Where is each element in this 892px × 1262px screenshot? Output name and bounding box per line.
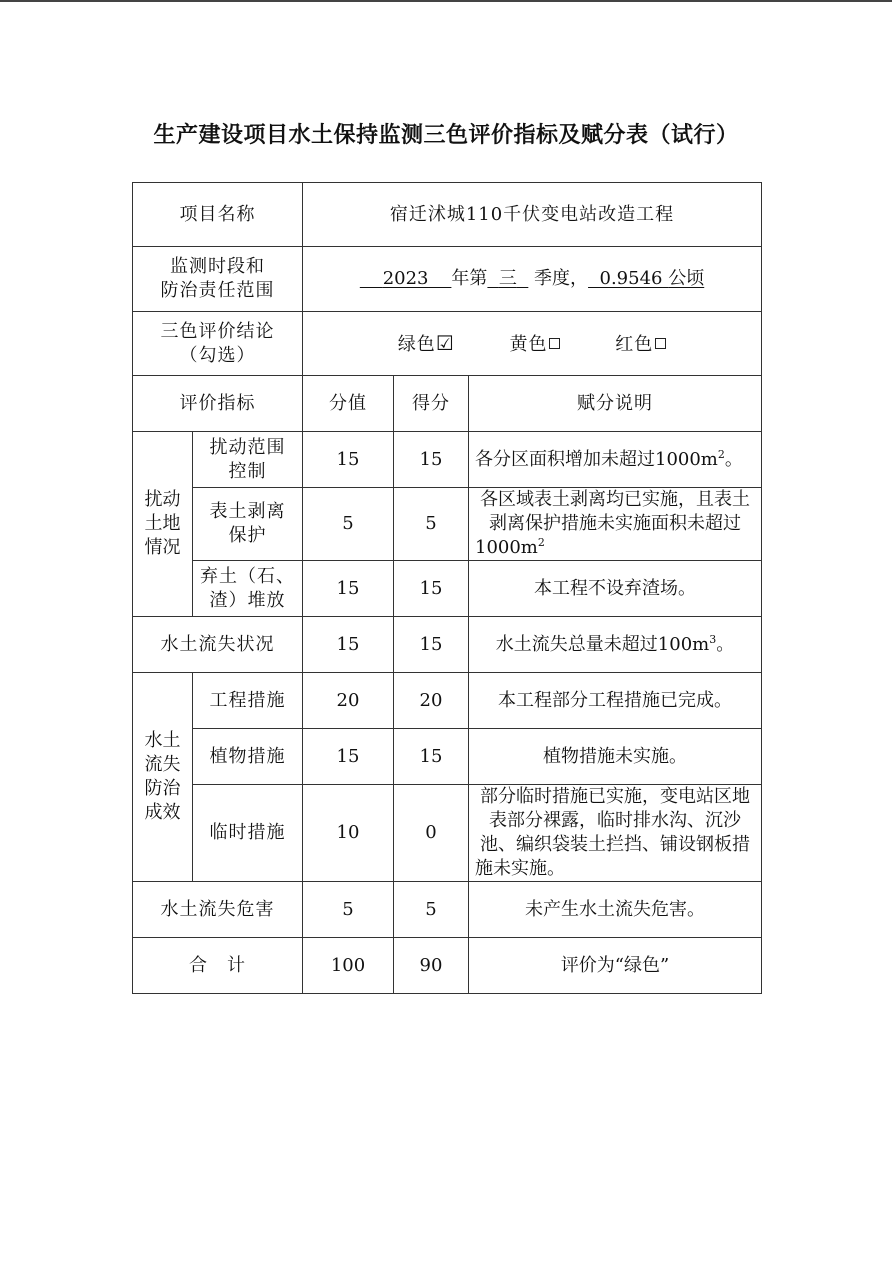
option-yellow-label: 黄色 <box>509 333 548 355</box>
period-area-unit: 公顷 <box>668 268 705 289</box>
row-name <box>193 561 303 617</box>
table-row <box>133 729 762 785</box>
header-score-value: 分值 <box>303 376 394 432</box>
period-year <box>360 268 452 289</box>
table-row <box>133 561 762 617</box>
table-row <box>133 488 762 561</box>
empty-checkbox-icon <box>549 338 560 349</box>
period-quarter-value: 三 <box>498 268 517 289</box>
group-control-line1: 水土 <box>144 730 181 751</box>
group-control-label <box>133 673 193 882</box>
row-desc <box>469 432 762 488</box>
row-name-line2: 保护 <box>228 525 267 546</box>
row-score: 15 <box>394 561 469 617</box>
checked-box-icon: ☑ <box>435 330 455 355</box>
total-desc: 评价为“绿色” <box>469 938 762 994</box>
row-score: 15 <box>394 432 469 488</box>
row-name-line1: 弃土（石、 <box>200 565 295 587</box>
period-label-line2: 防治责任范围 <box>160 280 275 301</box>
row-value: 15 <box>303 617 394 673</box>
project-label: 项目名称 <box>133 183 303 247</box>
row-desc: 本工程不设弃渣场。 <box>469 561 762 617</box>
project-row <box>133 183 762 247</box>
row-score: 20 <box>394 673 469 729</box>
total-score: 90 <box>394 938 469 994</box>
row-score: 15 <box>394 617 469 673</box>
row-desc-sup: 2 <box>717 447 725 461</box>
row-desc: 未产生水土流失危害。 <box>469 882 762 938</box>
header-row <box>133 376 762 432</box>
option-green-label: 绿色 <box>397 333 436 355</box>
row-value: 5 <box>303 882 394 938</box>
row-name: 临时措施 <box>193 785 303 882</box>
table-row <box>133 673 762 729</box>
option-green[interactable] <box>397 330 455 355</box>
row-value: 10 <box>303 785 394 882</box>
row-name-line2: 控制 <box>228 460 267 482</box>
header-score-got: 得分 <box>394 376 469 432</box>
group-disturb-label <box>133 432 193 617</box>
group-control-line4: 成效 <box>144 802 181 823</box>
row-value: 20 <box>303 673 394 729</box>
period-area-value: 0.9546 <box>599 268 663 289</box>
conclusion-label <box>133 312 303 376</box>
period-label-line1: 监测时段和 <box>170 256 265 277</box>
row-desc <box>469 617 762 673</box>
table-row <box>133 882 762 938</box>
row-score: 5 <box>394 488 469 561</box>
empty-checkbox-icon <box>655 338 666 349</box>
period-area <box>588 268 704 289</box>
row-score: 0 <box>394 785 469 882</box>
header-indicator: 评价指标 <box>133 376 303 432</box>
group-disturb-line1: 扰动 <box>144 489 181 510</box>
period-year-value: 2023 <box>382 268 429 289</box>
conclusion-label-line1: 三色评价结论 <box>160 320 275 342</box>
evaluation-table <box>132 182 762 994</box>
row-desc: 本工程部分工程措施已完成。 <box>469 673 762 729</box>
row-name-line1: 表土剥离 <box>209 501 286 522</box>
row-value: 15 <box>303 561 394 617</box>
row-desc: 部分临时措施已实施，变电站区地表部分裸露，临时排水沟、沉沙池、编织袋装土拦挡、铺设钢板措施未实施。 <box>469 785 762 882</box>
row-name: 水土流失状况 <box>133 617 303 673</box>
table-row <box>133 617 762 673</box>
period-row <box>133 247 762 312</box>
group-disturb-line3: 情况 <box>144 537 181 558</box>
table-row <box>133 432 762 488</box>
period-quarter-suffix: 季度， <box>534 268 589 289</box>
total-label: 合 计 <box>133 938 303 994</box>
row-score: 5 <box>394 882 469 938</box>
period-label <box>133 247 303 312</box>
option-red[interactable] <box>615 334 666 355</box>
row-name <box>193 488 303 561</box>
row-desc-post: 。 <box>716 633 735 655</box>
row-value: 5 <box>303 488 394 561</box>
row-value: 15 <box>303 729 394 785</box>
conclusion-row <box>133 312 762 376</box>
row-desc-post: 。 <box>724 448 743 470</box>
option-yellow[interactable] <box>509 334 560 355</box>
row-desc-sup: 3 <box>709 632 717 646</box>
row-desc-text: 水土流失总量未超过100m <box>495 633 710 655</box>
total-row <box>133 938 762 994</box>
row-desc-text: 各分区面积增加未超过1000m <box>475 448 718 470</box>
row-desc: 植物措施未实施。 <box>469 729 762 785</box>
row-name-line2: 渣）堆放 <box>209 589 286 611</box>
conclusion-options <box>303 312 762 376</box>
period-year-suffix: 年第 <box>451 268 488 289</box>
row-name-line1: 扰动范围 <box>209 436 286 458</box>
project-value: 宿迁沭城110千伏变电站改造工程 <box>303 183 762 247</box>
group-control-line2: 流失 <box>144 754 181 775</box>
page-top-border <box>0 0 892 2</box>
row-desc-text: 各区域表土剥离均已实施，且表土剥离保护措施未实施面积未超过1000m <box>475 489 751 558</box>
row-name <box>193 432 303 488</box>
option-red-label: 红色 <box>615 333 654 355</box>
row-desc-sup: 2 <box>537 536 545 549</box>
row-desc <box>469 488 762 561</box>
row-value: 15 <box>303 432 394 488</box>
period-value <box>303 247 762 312</box>
row-name: 工程措施 <box>193 673 303 729</box>
page-title: 生产建设项目水土保持监测三色评价指标及赋分表（试行） <box>153 123 739 148</box>
conclusion-label-line2: （勾选） <box>179 344 256 366</box>
group-control-line3: 防治 <box>144 778 181 799</box>
group-disturb-line2: 土地 <box>144 513 181 534</box>
period-quarter <box>487 268 528 289</box>
header-explain: 赋分说明 <box>469 376 762 432</box>
row-score: 15 <box>394 729 469 785</box>
row-name: 植物措施 <box>193 729 303 785</box>
total-value: 100 <box>303 938 394 994</box>
table-row <box>133 785 762 882</box>
row-name: 水土流失危害 <box>133 882 303 938</box>
